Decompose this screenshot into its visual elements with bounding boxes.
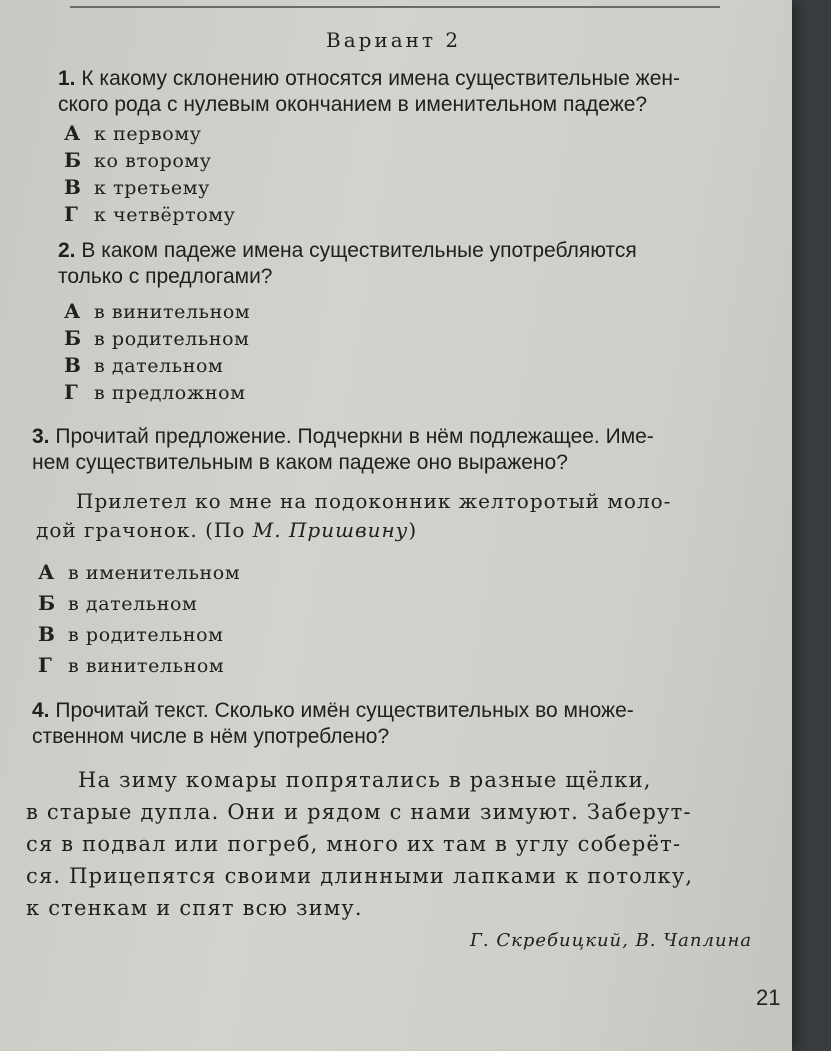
option-text: в предложном [94, 382, 246, 404]
option-1b [64, 147, 235, 174]
option-text: в дательном [94, 355, 224, 377]
question-3-options [38, 557, 240, 681]
passage-3-author: М. Пришвину [252, 518, 409, 542]
option-text: к первому [94, 123, 202, 145]
passage-4-line: ся в подвал или погреб, много их там в углу соберёт- [26, 832, 682, 856]
option-letter: В [64, 353, 82, 377]
option-2d [64, 379, 250, 406]
option-3c [38, 619, 240, 650]
question-1-number: 1. [58, 67, 76, 90]
option-text: в родительном [94, 328, 250, 350]
question-1-line1 [58, 66, 748, 92]
question-1-options [64, 120, 235, 228]
question-4-number: 4. [32, 699, 50, 722]
option-2c [64, 352, 250, 379]
page-number: 21 [756, 985, 781, 1010]
question-1-text1: К какому склонению относятся имена существительные жен- [81, 67, 680, 90]
option-text: в родительном [68, 624, 224, 646]
passage-4-signature: Г. Скребицкий, В. Чаплина [470, 930, 753, 951]
option-text: в дательном [68, 593, 198, 615]
option-letter: А [38, 560, 55, 584]
option-2a [64, 298, 250, 325]
option-text: ко второму [94, 150, 212, 172]
option-letter: В [64, 175, 82, 199]
passage-4-line: На зиму комары попрятались в разные щёлки, [78, 768, 652, 792]
question-3-number: 3. [32, 425, 50, 448]
option-1a [64, 120, 235, 147]
option-letter: Б [38, 591, 56, 615]
question-2-text1: В каком падеже имена существительные употребляются [81, 239, 637, 262]
passage-4-line: ся. Прицепятся своими длинными лапками к потолку, [26, 864, 694, 888]
option-text: в винительном [94, 301, 251, 323]
option-1c [64, 174, 235, 201]
passage-3-line1: Прилетел ко мне на подоконник желторотый моло- [76, 489, 672, 513]
option-letter: Б [64, 148, 82, 172]
passage-3-line2-end: ) [408, 518, 418, 542]
option-letter: Г [64, 380, 79, 404]
question-1-text2: ского рода с нулевым окончанием в именительном падеже? [58, 93, 648, 116]
option-3d [38, 650, 240, 681]
option-text: в именительном [68, 562, 241, 584]
question-3-line1 [32, 424, 752, 450]
question-3-passage [36, 487, 748, 545]
option-letter: Б [64, 326, 82, 350]
option-text: к четвёртому [94, 204, 236, 226]
question-3 [32, 424, 752, 476]
question-2-text2: только с предлогами? [58, 265, 273, 288]
option-3b [38, 588, 240, 619]
question-2-line1 [58, 238, 748, 264]
option-letter: Г [64, 202, 79, 226]
passage-4-line: к стенкам и спят всю зиму. [26, 896, 363, 920]
question-3-text1: Прочитай предложение. Подчеркни в нём подлежащее. Име- [55, 425, 654, 448]
option-letter: Г [38, 653, 53, 677]
option-letter: А [64, 299, 81, 323]
question-4 [32, 698, 752, 750]
question-3-text2: нем существительным в каком падеже оно выражено? [32, 451, 568, 474]
question-2-number: 2. [58, 239, 76, 262]
question-4-text1: Прочитай текст. Сколько имён существительных во множе- [55, 699, 634, 722]
option-2b [64, 325, 250, 352]
question-4-passage [26, 764, 776, 924]
variant-title: Вариант 2 [326, 28, 462, 52]
option-text: в винительном [68, 655, 225, 677]
option-text: к третьему [94, 177, 210, 199]
question-2-options [64, 298, 250, 406]
option-letter: В [38, 622, 56, 646]
option-1d [64, 201, 235, 228]
option-3a [38, 557, 240, 588]
question-4-text2: ственном числе в нём употреблено? [32, 725, 390, 748]
option-letter: А [64, 121, 81, 145]
passage-3-line2-start: дой грачонок. (По [36, 518, 253, 542]
passage-4-line: в старые дупла. Они и рядом с нами зимуют. Заберут- [26, 800, 692, 824]
question-4-line1 [32, 698, 752, 724]
question-1 [58, 66, 748, 118]
question-2 [58, 238, 748, 290]
